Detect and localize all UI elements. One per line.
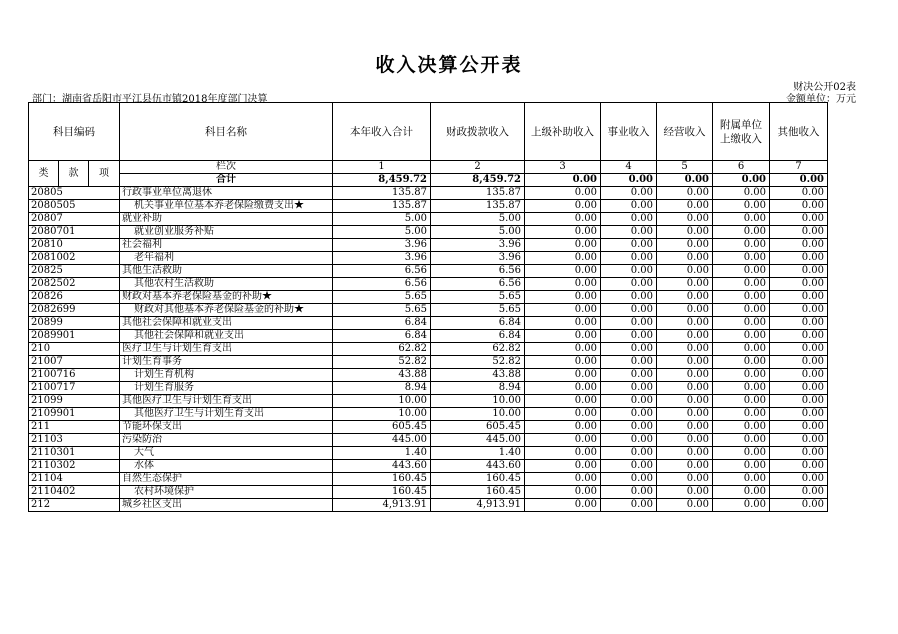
total-row <box>29 174 828 187</box>
table-row <box>29 317 828 330</box>
total-col6: 0.00 <box>713 174 770 187</box>
row-value-col4: 0.00 <box>601 304 657 317</box>
col-number-5: 5 <box>657 161 713 174</box>
row-value-col1: 135.87 <box>333 200 431 213</box>
row-value-col4: 0.00 <box>601 252 657 265</box>
row-value-col6: 0.00 <box>713 434 770 447</box>
table-row <box>29 421 828 434</box>
row-value-col3: 0.00 <box>525 291 601 304</box>
row-code: 20805 <box>29 187 120 200</box>
row-name: 计划生育机构 <box>120 369 333 382</box>
row-value-col3: 0.00 <box>525 200 601 213</box>
row-value-col4: 0.00 <box>601 291 657 304</box>
row-value-col6: 0.00 <box>713 447 770 460</box>
header-lei: 类 <box>29 161 59 187</box>
row-value-col1: 43.88 <box>333 369 431 382</box>
row-value-col3: 0.00 <box>525 252 601 265</box>
row-value-col6: 0.00 <box>713 382 770 395</box>
row-value-col4: 0.00 <box>601 473 657 486</box>
row-value-col4: 0.00 <box>601 460 657 473</box>
row-code: 20899 <box>29 317 120 330</box>
header-col2: 财政拨款收入 <box>431 103 525 161</box>
index-row <box>29 161 828 174</box>
table-row <box>29 213 828 226</box>
row-value-col7: 0.00 <box>770 187 828 200</box>
row-value-col3: 0.00 <box>525 356 601 369</box>
row-value-col3: 0.00 <box>525 434 601 447</box>
row-code: 2109901 <box>29 408 120 421</box>
row-value-col5: 0.00 <box>657 473 713 486</box>
row-value-col7: 0.00 <box>770 317 828 330</box>
row-value-col6: 0.00 <box>713 226 770 239</box>
row-value-col7: 0.00 <box>770 447 828 460</box>
row-value-col4: 0.00 <box>601 200 657 213</box>
row-value-col7: 0.00 <box>770 369 828 382</box>
row-value-col4: 0.00 <box>601 278 657 291</box>
row-value-col4: 0.00 <box>601 239 657 252</box>
row-value-col7: 0.00 <box>770 252 828 265</box>
row-value-col6: 0.00 <box>713 356 770 369</box>
row-code: 2110402 <box>29 486 120 499</box>
row-value-col7: 0.00 <box>770 304 828 317</box>
row-value-col7: 0.00 <box>770 356 828 369</box>
header-name: 科目名称 <box>120 103 333 161</box>
row-code: 2080701 <box>29 226 120 239</box>
form-code: 财决公开02表 <box>793 82 856 93</box>
row-value-col5: 0.00 <box>657 408 713 421</box>
row-value-col3: 0.00 <box>525 226 601 239</box>
row-value-col1: 5.00 <box>333 226 431 239</box>
row-value-col5: 0.00 <box>657 278 713 291</box>
row-value-col1: 445.00 <box>333 434 431 447</box>
row-value-col2: 3.96 <box>431 239 525 252</box>
table-row <box>29 304 828 317</box>
row-code: 2110301 <box>29 447 120 460</box>
row-value-col6: 0.00 <box>713 473 770 486</box>
header-row <box>29 103 828 161</box>
header-lanci: 栏次 <box>120 161 333 174</box>
row-value-col5: 0.00 <box>657 395 713 408</box>
row-name: 污染防治 <box>120 434 333 447</box>
row-value-col4: 0.00 <box>601 382 657 395</box>
row-value-col4: 0.00 <box>601 395 657 408</box>
row-name: 计划生育事务 <box>120 356 333 369</box>
col-number-1: 1 <box>333 161 431 174</box>
row-value-col3: 0.00 <box>525 343 601 356</box>
table-row <box>29 486 828 499</box>
row-value-col4: 0.00 <box>601 317 657 330</box>
row-value-col7: 0.00 <box>770 473 828 486</box>
header-code: 科目编码 <box>29 103 120 161</box>
row-name: 其他医疗卫生与计划生育支出 <box>120 395 333 408</box>
row-value-col6: 0.00 <box>713 304 770 317</box>
row-value-col2: 445.00 <box>431 434 525 447</box>
row-value-col5: 0.00 <box>657 226 713 239</box>
row-name: 节能环保支出 <box>120 421 333 434</box>
row-value-col3: 0.00 <box>525 408 601 421</box>
table-row <box>29 291 828 304</box>
total-col5: 0.00 <box>657 174 713 187</box>
row-value-col1: 1.40 <box>333 447 431 460</box>
row-value-col2: 4,913.91 <box>431 499 525 512</box>
row-value-col6: 0.00 <box>713 252 770 265</box>
row-value-col4: 0.00 <box>601 421 657 434</box>
row-value-col1: 10.00 <box>333 408 431 421</box>
row-value-col5: 0.00 <box>657 213 713 226</box>
row-value-col4: 0.00 <box>601 213 657 226</box>
row-value-col3: 0.00 <box>525 473 601 486</box>
row-value-col4: 0.00 <box>601 187 657 200</box>
row-value-col5: 0.00 <box>657 252 713 265</box>
row-value-col7: 0.00 <box>770 408 828 421</box>
row-value-col1: 605.45 <box>333 421 431 434</box>
row-name: 医疗卫生与计划生育支出 <box>120 343 333 356</box>
row-value-col3: 0.00 <box>525 278 601 291</box>
row-value-col6: 0.00 <box>713 421 770 434</box>
table-row <box>29 473 828 486</box>
row-value-col2: 160.45 <box>431 486 525 499</box>
row-value-col2: 6.84 <box>431 330 525 343</box>
total-col2: 8,459.72 <box>431 174 525 187</box>
row-name: 其他生活救助 <box>120 265 333 278</box>
row-value-col1: 5.65 <box>333 291 431 304</box>
row-name: 财政对其他基本养老保险基金的补助★ <box>120 304 333 317</box>
row-code: 2089901 <box>29 330 120 343</box>
row-value-col6: 0.00 <box>713 187 770 200</box>
row-value-col2: 160.45 <box>431 473 525 486</box>
row-code: 210 <box>29 343 120 356</box>
row-name: 机关事业单位基本养老保险缴费支出★ <box>120 200 333 213</box>
row-value-col6: 0.00 <box>713 369 770 382</box>
row-value-col6: 0.00 <box>713 213 770 226</box>
row-value-col7: 0.00 <box>770 434 828 447</box>
row-name: 其他医疗卫生与计划生育支出 <box>120 408 333 421</box>
row-code: 2110302 <box>29 460 120 473</box>
row-value-col7: 0.00 <box>770 499 828 512</box>
row-value-col5: 0.00 <box>657 239 713 252</box>
row-value-col7: 0.00 <box>770 486 828 499</box>
table-row <box>29 499 828 512</box>
table-row <box>29 382 828 395</box>
row-code: 21104 <box>29 473 120 486</box>
row-code: 2081002 <box>29 252 120 265</box>
row-value-col2: 5.65 <box>431 291 525 304</box>
row-code: 212 <box>29 499 120 512</box>
row-name: 社会福利 <box>120 239 333 252</box>
row-value-col7: 0.00 <box>770 239 828 252</box>
table-row <box>29 395 828 408</box>
row-value-col4: 0.00 <box>601 499 657 512</box>
row-value-col6: 0.00 <box>713 265 770 278</box>
row-value-col7: 0.00 <box>770 395 828 408</box>
col-number-3: 3 <box>525 161 601 174</box>
row-value-col1: 6.84 <box>333 317 431 330</box>
table-row <box>29 408 828 421</box>
row-name: 水体 <box>120 460 333 473</box>
table-row <box>29 200 828 213</box>
row-value-col2: 10.00 <box>431 395 525 408</box>
col-number-7: 7 <box>770 161 828 174</box>
row-code: 21099 <box>29 395 120 408</box>
row-value-col5: 0.00 <box>657 447 713 460</box>
row-value-col3: 0.00 <box>525 447 601 460</box>
row-name: 农村环境保护 <box>120 486 333 499</box>
row-value-col3: 0.00 <box>525 239 601 252</box>
row-value-col7: 0.00 <box>770 421 828 434</box>
table-row <box>29 187 828 200</box>
row-name: 财政对基本养老保险基金的补助★ <box>120 291 333 304</box>
row-value-col2: 135.87 <box>431 187 525 200</box>
row-value-col4: 0.00 <box>601 369 657 382</box>
row-value-col2: 5.65 <box>431 304 525 317</box>
row-value-col5: 0.00 <box>657 486 713 499</box>
row-value-col1: 4,913.91 <box>333 499 431 512</box>
row-value-col6: 0.00 <box>713 343 770 356</box>
row-value-col5: 0.00 <box>657 421 713 434</box>
row-value-col1: 6.84 <box>333 330 431 343</box>
table-row <box>29 447 828 460</box>
row-value-col2: 6.56 <box>431 278 525 291</box>
row-code: 2100716 <box>29 369 120 382</box>
table-row <box>29 265 828 278</box>
header-col4: 事业收入 <box>601 103 657 161</box>
row-value-col6: 0.00 <box>713 200 770 213</box>
row-value-col5: 0.00 <box>657 460 713 473</box>
row-value-col2: 43.88 <box>431 369 525 382</box>
row-name: 城乡社区支出 <box>120 499 333 512</box>
col-number-6: 6 <box>713 161 770 174</box>
row-value-col5: 0.00 <box>657 317 713 330</box>
row-code: 2082699 <box>29 304 120 317</box>
revenue-table <box>28 102 828 512</box>
row-value-col3: 0.00 <box>525 499 601 512</box>
row-value-col2: 1.40 <box>431 447 525 460</box>
row-value-col1: 62.82 <box>333 343 431 356</box>
row-value-col5: 0.00 <box>657 187 713 200</box>
row-value-col1: 5.00 <box>333 213 431 226</box>
row-code: 2080505 <box>29 200 120 213</box>
table-row <box>29 239 828 252</box>
row-value-col1: 10.00 <box>333 395 431 408</box>
header-col3: 上级补助收入 <box>525 103 601 161</box>
row-value-col6: 0.00 <box>713 460 770 473</box>
row-value-col5: 0.00 <box>657 343 713 356</box>
total-col3: 0.00 <box>525 174 601 187</box>
row-value-col4: 0.00 <box>601 343 657 356</box>
row-value-col5: 0.00 <box>657 265 713 278</box>
row-value-col7: 0.00 <box>770 343 828 356</box>
row-value-col2: 62.82 <box>431 343 525 356</box>
row-value-col3: 0.00 <box>525 304 601 317</box>
header-kuan: 款 <box>59 161 89 187</box>
row-value-col1: 6.56 <box>333 278 431 291</box>
row-name: 计划生育服务 <box>120 382 333 395</box>
row-value-col2: 3.96 <box>431 252 525 265</box>
table-row <box>29 226 828 239</box>
row-value-col1: 443.60 <box>333 460 431 473</box>
row-value-col2: 5.00 <box>431 226 525 239</box>
row-value-col7: 0.00 <box>770 278 828 291</box>
row-value-col6: 0.00 <box>713 330 770 343</box>
row-value-col3: 0.00 <box>525 421 601 434</box>
row-value-col1: 8.94 <box>333 382 431 395</box>
row-value-col4: 0.00 <box>601 330 657 343</box>
row-value-col1: 6.56 <box>333 265 431 278</box>
row-value-col6: 0.00 <box>713 499 770 512</box>
row-name: 就业创业服务补贴 <box>120 226 333 239</box>
row-value-col2: 8.94 <box>431 382 525 395</box>
row-value-col3: 0.00 <box>525 187 601 200</box>
table-row <box>29 343 828 356</box>
table-row <box>29 460 828 473</box>
row-value-col4: 0.00 <box>601 356 657 369</box>
row-value-col1: 135.87 <box>333 187 431 200</box>
row-code: 2100717 <box>29 382 120 395</box>
row-code: 20810 <box>29 239 120 252</box>
row-value-col4: 0.00 <box>601 226 657 239</box>
row-value-col7: 0.00 <box>770 213 828 226</box>
header-col1: 本年收入合计 <box>333 103 431 161</box>
row-value-col7: 0.00 <box>770 200 828 213</box>
row-value-col4: 0.00 <box>601 265 657 278</box>
row-value-col1: 52.82 <box>333 356 431 369</box>
row-value-col1: 3.96 <box>333 252 431 265</box>
row-value-col1: 5.65 <box>333 304 431 317</box>
row-value-col3: 0.00 <box>525 330 601 343</box>
row-name: 就业补助 <box>120 213 333 226</box>
table-row <box>29 252 828 265</box>
row-value-col7: 0.00 <box>770 460 828 473</box>
row-value-col5: 0.00 <box>657 200 713 213</box>
total-col7: 0.00 <box>770 174 828 187</box>
row-code: 20807 <box>29 213 120 226</box>
row-value-col5: 0.00 <box>657 304 713 317</box>
row-value-col5: 0.00 <box>657 382 713 395</box>
row-value-col4: 0.00 <box>601 434 657 447</box>
row-value-col2: 605.45 <box>431 421 525 434</box>
row-name: 老年福利 <box>120 252 333 265</box>
row-value-col5: 0.00 <box>657 330 713 343</box>
row-value-col4: 0.00 <box>601 447 657 460</box>
department-label: 部门：湖南省岳阳市平江县伍市镇2018年度部门决算 <box>32 94 268 105</box>
report-title: 收入决算公开表 <box>375 54 523 76</box>
table-row <box>29 278 828 291</box>
total-label: 合计 <box>120 174 333 187</box>
row-value-col6: 0.00 <box>713 239 770 252</box>
row-value-col3: 0.00 <box>525 486 601 499</box>
row-value-col2: 6.56 <box>431 265 525 278</box>
row-name: 其他农村生活救助 <box>120 278 333 291</box>
row-value-col3: 0.00 <box>525 382 601 395</box>
row-value-col7: 0.00 <box>770 330 828 343</box>
row-value-col6: 0.00 <box>713 395 770 408</box>
row-code: 2082502 <box>29 278 120 291</box>
row-value-col1: 160.45 <box>333 486 431 499</box>
row-value-col5: 0.00 <box>657 291 713 304</box>
row-value-col6: 0.00 <box>713 486 770 499</box>
row-value-col5: 0.00 <box>657 434 713 447</box>
row-value-col4: 0.00 <box>601 486 657 499</box>
row-value-col2: 10.00 <box>431 408 525 421</box>
col-number-2: 2 <box>431 161 525 174</box>
row-value-col7: 0.00 <box>770 291 828 304</box>
total-col1: 8,459.72 <box>333 174 431 187</box>
row-value-col3: 0.00 <box>525 395 601 408</box>
row-value-col3: 0.00 <box>525 213 601 226</box>
row-value-col2: 5.00 <box>431 213 525 226</box>
row-value-col2: 135.87 <box>431 200 525 213</box>
table-row <box>29 330 828 343</box>
total-col4: 0.00 <box>601 174 657 187</box>
row-code: 20826 <box>29 291 120 304</box>
table-row <box>29 369 828 382</box>
col-number-4: 4 <box>601 161 657 174</box>
row-value-col7: 0.00 <box>770 265 828 278</box>
row-code: 20825 <box>29 265 120 278</box>
row-name: 大气 <box>120 447 333 460</box>
row-value-col6: 0.00 <box>713 317 770 330</box>
row-value-col3: 0.00 <box>525 369 601 382</box>
header-xiang: 项 <box>89 161 120 187</box>
row-code: 21007 <box>29 356 120 369</box>
table-row <box>29 434 828 447</box>
row-value-col2: 52.82 <box>431 356 525 369</box>
row-value-col6: 0.00 <box>713 291 770 304</box>
header-col6: 附属单位上缴收入 <box>713 103 770 161</box>
row-value-col6: 0.00 <box>713 278 770 291</box>
row-value-col1: 160.45 <box>333 473 431 486</box>
row-name: 自然生态保护 <box>120 473 333 486</box>
table-row <box>29 356 828 369</box>
row-value-col7: 0.00 <box>770 382 828 395</box>
header-col7: 其他收入 <box>770 103 828 161</box>
unit-label: 金额单位：万元 <box>786 94 856 105</box>
row-name: 其他社会保障和就业支出 <box>120 330 333 343</box>
row-value-col5: 0.00 <box>657 369 713 382</box>
row-name: 行政事业单位离退休 <box>120 187 333 200</box>
row-name: 其他社会保障和就业支出 <box>120 317 333 330</box>
row-value-col7: 0.00 <box>770 226 828 239</box>
header-col5: 经营收入 <box>657 103 713 161</box>
row-value-col2: 443.60 <box>431 460 525 473</box>
row-value-col6: 0.00 <box>713 408 770 421</box>
row-value-col1: 3.96 <box>333 239 431 252</box>
row-value-col2: 6.84 <box>431 317 525 330</box>
row-value-col3: 0.00 <box>525 265 601 278</box>
row-code: 21103 <box>29 434 120 447</box>
row-value-col3: 0.00 <box>525 317 601 330</box>
row-value-col3: 0.00 <box>525 460 601 473</box>
row-value-col5: 0.00 <box>657 356 713 369</box>
row-value-col4: 0.00 <box>601 408 657 421</box>
row-value-col5: 0.00 <box>657 499 713 512</box>
row-code: 211 <box>29 421 120 434</box>
